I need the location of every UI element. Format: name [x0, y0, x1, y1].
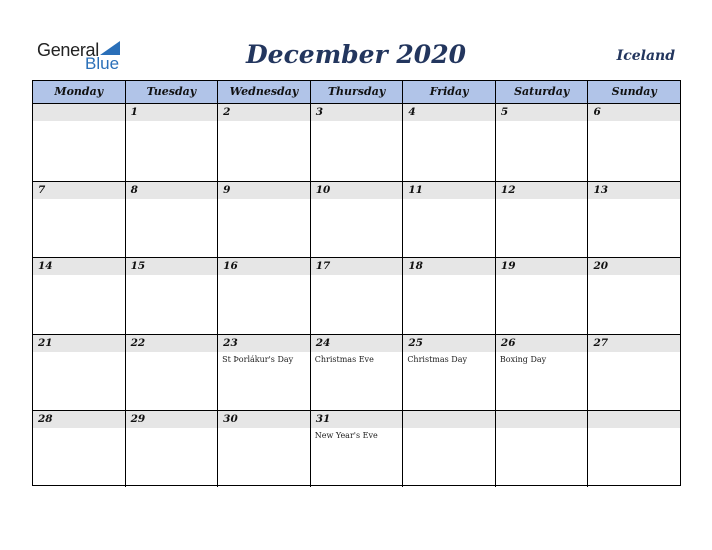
day-number-band	[33, 182, 125, 199]
holiday-label: New Year's Eve	[314, 431, 378, 441]
day-number: 15	[130, 260, 146, 273]
day-number: 2	[223, 106, 231, 118]
day-cell	[495, 182, 588, 258]
day-cell	[217, 335, 310, 411]
day-number: 7	[38, 183, 46, 196]
day-number-band	[403, 104, 495, 121]
day-cell	[125, 104, 218, 181]
day-number-band	[496, 104, 588, 121]
calendar-title: December 2020	[245, 40, 466, 69]
day-cell	[217, 182, 310, 258]
day-number: 19	[500, 260, 516, 273]
weekday-saturday: Saturday	[495, 81, 588, 103]
day-cell	[33, 104, 125, 181]
day-cell	[33, 335, 125, 411]
day-cell	[587, 182, 680, 258]
day-cell	[217, 104, 310, 181]
day-number: 20	[593, 260, 609, 273]
day-number: 22	[130, 336, 146, 349]
day-number: 16	[223, 260, 238, 273]
day-cell	[310, 258, 403, 334]
day-number: 31	[315, 413, 331, 426]
day-number: 5	[500, 106, 509, 118]
day-number-band	[33, 104, 125, 121]
day-number: 18	[408, 260, 423, 273]
logo-blue-text: Blue	[85, 54, 120, 73]
day-number: 21	[38, 336, 53, 349]
day-cell	[33, 258, 125, 334]
day-number: 27	[593, 336, 609, 349]
week-row	[33, 257, 680, 334]
day-cell	[125, 411, 218, 487]
day-number: 12	[500, 183, 516, 196]
weeks-container	[33, 104, 680, 487]
day-cell	[402, 258, 495, 334]
day-cell	[587, 104, 680, 181]
week-row	[33, 104, 680, 181]
generalblue-logo	[37, 38, 127, 74]
day-cell	[495, 258, 588, 334]
holiday-label: St Þorlákur's Day	[222, 354, 294, 364]
logo-general-text: General	[37, 40, 99, 60]
weekday-wednesday: Wednesday	[217, 81, 310, 103]
day-number-band	[403, 411, 495, 428]
holiday-label: Boxing Day	[499, 354, 547, 364]
day-number: 8	[130, 183, 138, 196]
day-cell	[125, 258, 218, 334]
day-number: 3	[315, 106, 324, 118]
weekday-header	[33, 81, 680, 104]
holiday-label: Christmas Day	[407, 354, 467, 364]
day-number: 6	[593, 106, 601, 118]
day-cell	[310, 104, 403, 181]
day-cell	[217, 258, 310, 334]
day-cell	[310, 411, 403, 487]
day-cell	[33, 411, 125, 487]
day-cell	[402, 411, 495, 487]
holiday-label: Christmas Eve	[314, 354, 374, 364]
country-label: Iceland	[616, 48, 675, 64]
day-cell	[310, 182, 403, 258]
day-number-band	[126, 104, 218, 121]
day-number: 10	[315, 183, 331, 196]
day-number: 23	[223, 336, 238, 349]
day-number: 9	[223, 183, 231, 196]
day-cell	[402, 104, 495, 181]
day-number: 13	[593, 183, 609, 196]
day-number-band	[126, 182, 218, 199]
day-number: 4	[408, 106, 416, 118]
day-number-band	[588, 104, 680, 121]
day-number-band	[311, 104, 403, 121]
day-number-band	[496, 411, 588, 428]
day-number: 25	[408, 336, 423, 349]
weekday-tuesday: Tuesday	[125, 81, 218, 103]
weekday-friday: Friday	[402, 81, 495, 103]
day-number-band	[218, 104, 310, 121]
day-cell	[402, 182, 495, 258]
day-number: 29	[130, 413, 146, 426]
day-number: 1	[130, 106, 138, 118]
day-cell	[125, 335, 218, 411]
day-cell	[587, 258, 680, 334]
week-row	[33, 334, 680, 411]
day-number: 14	[38, 260, 53, 273]
day-number: 24	[315, 336, 331, 349]
day-cell	[495, 411, 588, 487]
day-cell	[310, 335, 403, 411]
week-row	[33, 410, 680, 487]
day-cell	[125, 182, 218, 258]
day-number: 17	[315, 260, 331, 273]
weekday-thursday: Thursday	[310, 81, 403, 103]
logo-triangle-icon	[100, 41, 120, 55]
day-cell	[217, 411, 310, 487]
day-number: 11	[408, 183, 423, 196]
weekday-sunday: Sunday	[587, 81, 680, 103]
day-cell	[587, 335, 680, 411]
day-cell	[33, 182, 125, 258]
day-cell	[495, 335, 588, 411]
day-number: 26	[500, 336, 516, 349]
calendar-grid	[32, 80, 681, 486]
day-cell	[402, 335, 495, 411]
day-number-band	[588, 411, 680, 428]
week-row	[33, 181, 680, 258]
day-cell	[495, 104, 588, 181]
day-number: 28	[38, 413, 53, 426]
day-number-band	[218, 182, 310, 199]
day-cell	[587, 411, 680, 487]
day-number: 30	[223, 413, 238, 426]
weekday-monday: Monday	[54, 85, 104, 98]
